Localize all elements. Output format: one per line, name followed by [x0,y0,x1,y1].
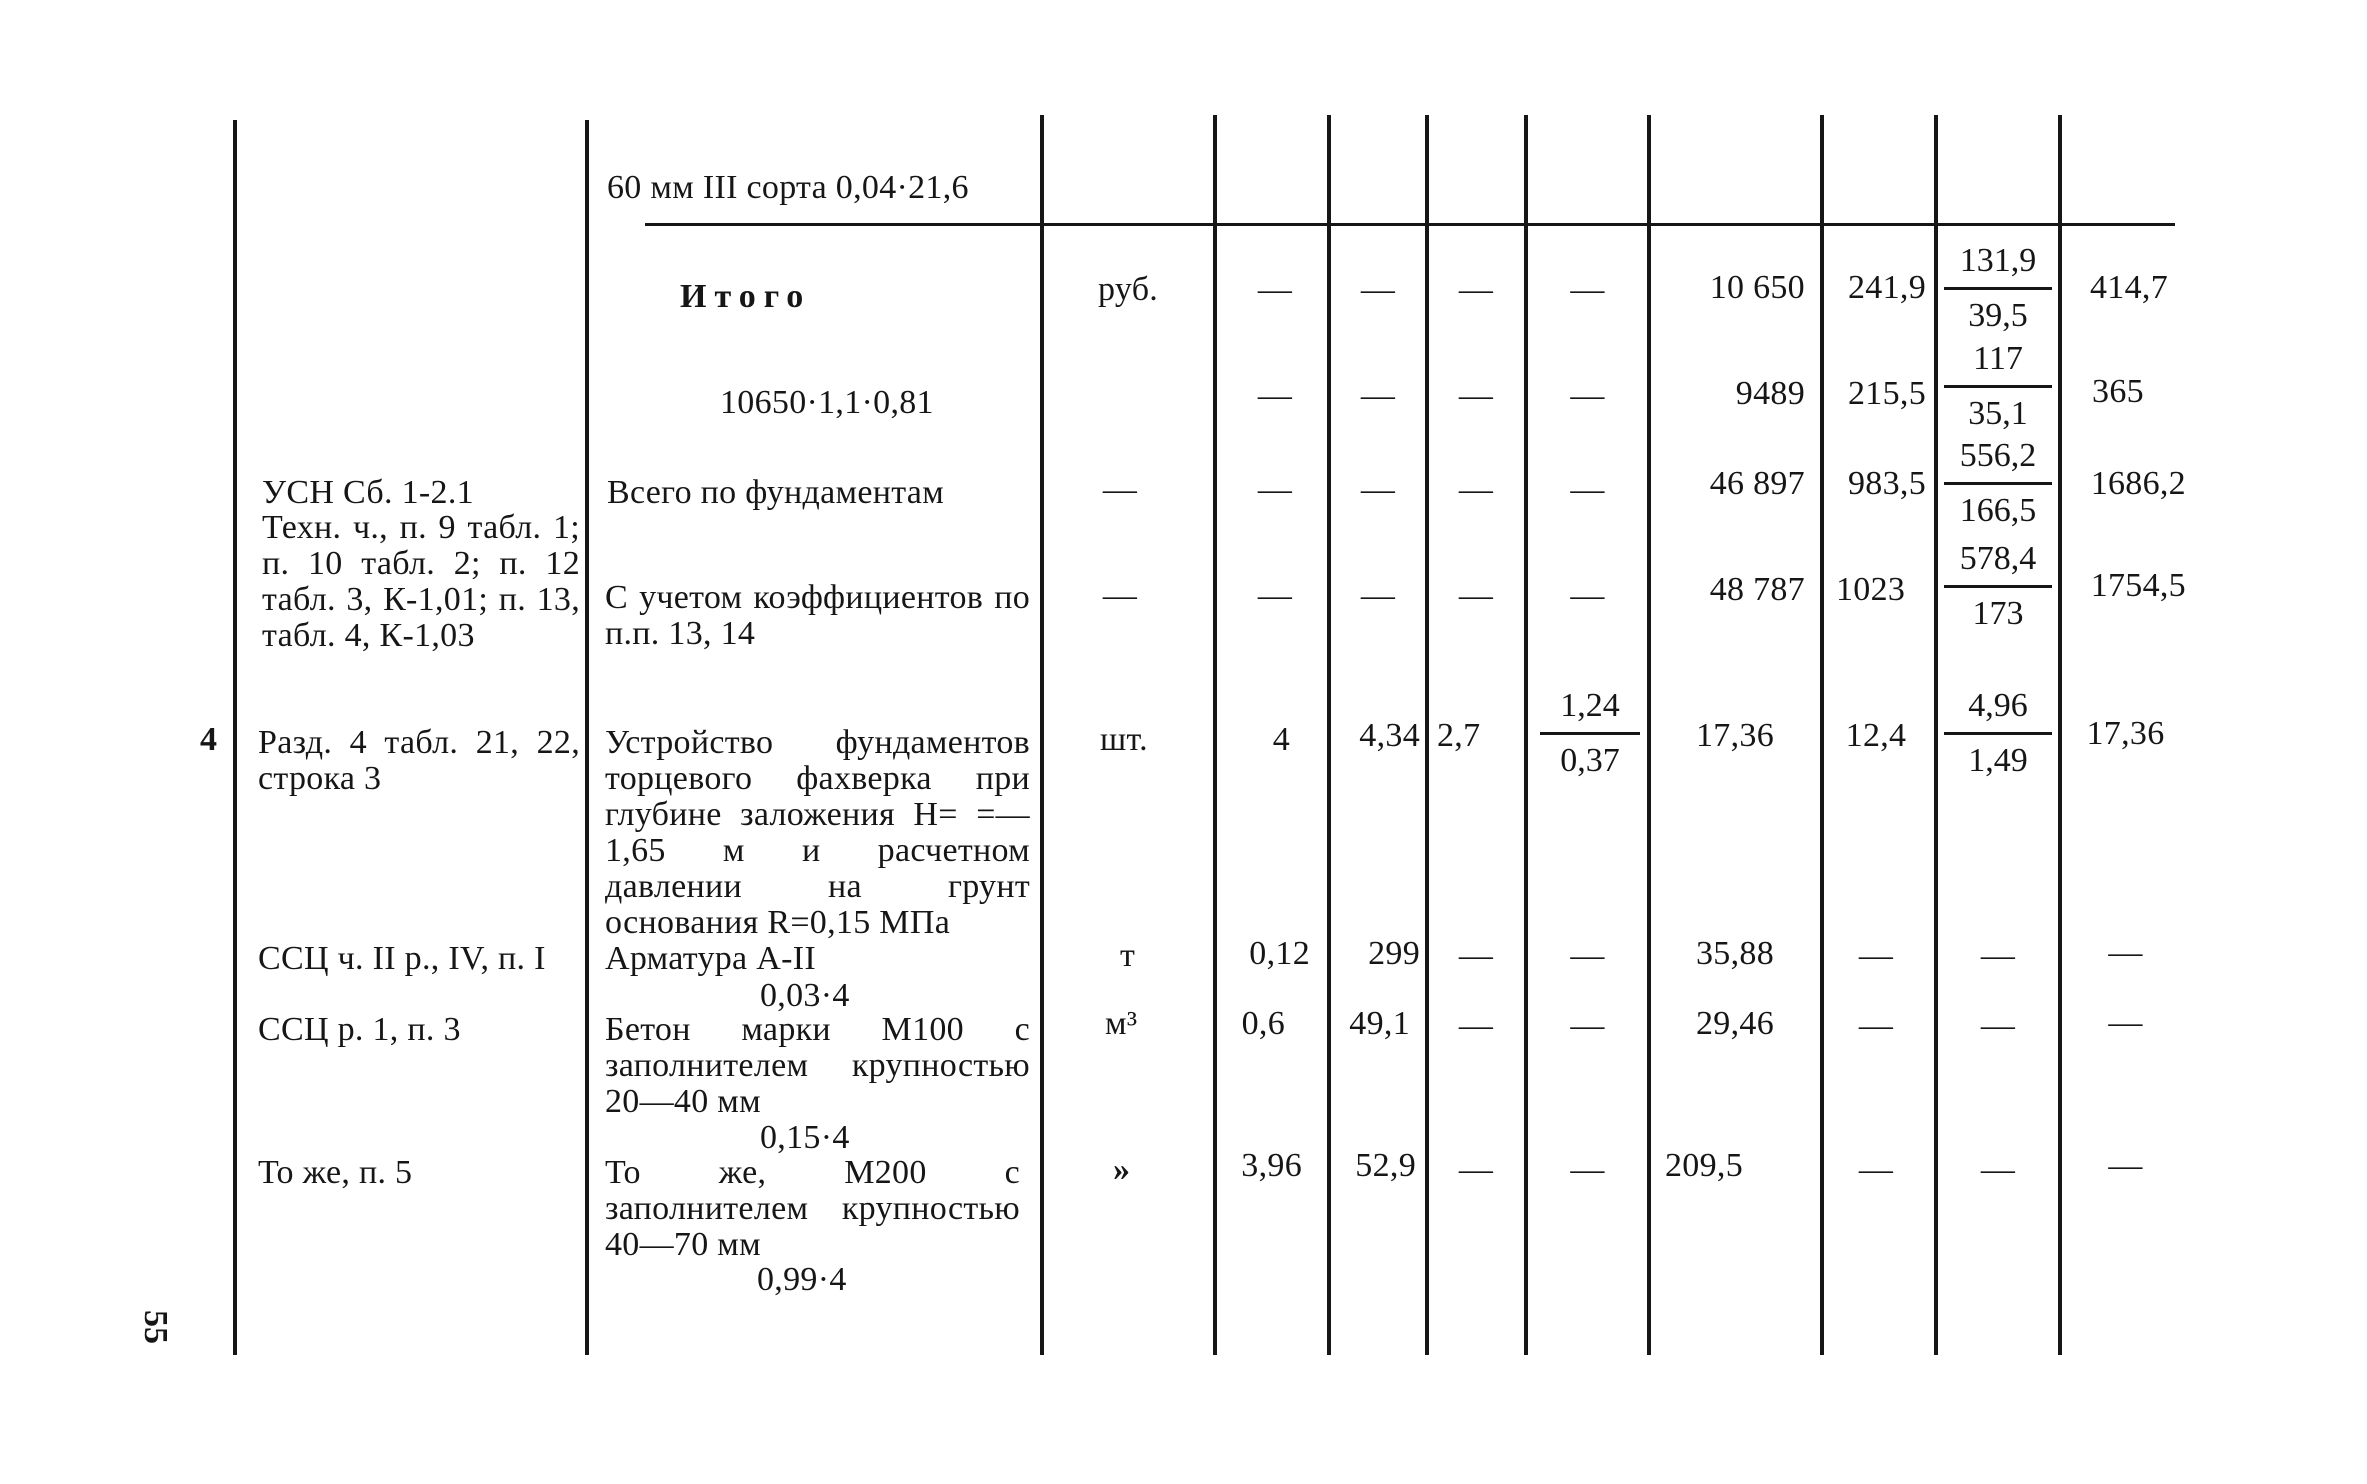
dash-cell: — [1257,577,1293,614]
machine-cost-fraction [1944,438,2052,529]
unit-cell: » [1113,1151,1131,1188]
dash-cell: — [1858,1007,1894,1044]
labor-cell: 1754,5 [2090,567,2186,604]
fraction-bar [1944,482,2052,485]
unit-cell: шт. [1100,721,1148,758]
unit-machine-fraction [1540,688,1640,779]
item-text: Устройство фундаментов торцевого фахверка при глубине заложения Н= =—1,65 м и расчетном давлении на грунт основания R=0,15 МПа [605,724,1030,941]
column-rule [1524,115,1528,1355]
column-rule [2058,115,2062,1355]
item-text: Всего по фундаментам [607,474,945,511]
dash-cell: — [1980,937,2016,974]
dash-cell: — [1458,1151,1494,1188]
dash-cell: — [1257,471,1293,508]
dash-cell: — [1360,577,1396,614]
basis-text: Техн. ч., п. 9 табл. 1; п. 10 табл. 2; п. 12 табл. 3, К-1,01; п. 13, табл. 4, К-1,03 [262,509,580,654]
fraction-numerator: 131,9 [1959,242,2037,279]
wage-cell: 215,5 [1848,375,1926,412]
fraction-denominator: 1,49 [1968,742,2028,779]
machine-cost-fraction [1944,688,2052,779]
dash-cell: — [1458,1007,1494,1044]
dash-cell: — [1458,937,1494,974]
dash-cell: — [2108,934,2143,971]
total-cost-cell: 209,5 [1665,1147,1743,1184]
fraction-numerator: 578,4 [1959,540,2037,577]
fraction-bar [1944,287,2052,290]
total-cost-cell: 35,88 [1696,935,1774,972]
fraction-numerator: 1,24 [1560,687,1620,724]
dash-cell: — [1458,577,1494,614]
qty-cell: 0,6 [1241,1005,1285,1042]
column-rule [1425,115,1429,1355]
item-text: Арматура А-II [605,940,816,977]
wage-cell: 12,4 [1845,717,1907,754]
qty-cell: 3,96 [1241,1147,1302,1184]
dash-cell: — [1360,377,1396,414]
column-rule [1040,115,1044,1355]
unit-cell: т [1120,937,1136,974]
fraction-bar [1944,585,2052,588]
total-cost-cell: 9489 [1735,375,1805,412]
wage-cell: 1023 [1836,571,1906,608]
labor-cell: 17,36 [2086,715,2165,752]
unit-wage-cell: 2,7 [1437,717,1481,754]
total-cost-cell: 48 787 [1709,571,1805,608]
dash-cell: — [1570,1007,1605,1044]
column-rule [585,120,589,1355]
qty-cell: 0,12 [1249,935,1310,972]
dash-cell: — [2108,1004,2143,1041]
item-text: То же, М200 с заполнителем крупностью 40—70 мм [605,1154,1020,1263]
basis-text: Разд. 4 табл. 21, 22, строка 3 [258,724,580,797]
machine-cost-fraction [1944,243,2052,334]
basis-text: ССЦ ч. II р., IV, п. I [258,940,546,977]
fraction-numerator: 117 [1973,340,2023,377]
dash-cell: — [1570,271,1605,308]
formula-text: 0,15·4 [760,1119,850,1156]
dash-cell: — [1257,271,1293,308]
row-rule [645,223,2175,226]
dash-cell: — [1980,1007,2016,1044]
dash-cell: — [1570,1151,1605,1188]
dash-cell: — [1360,271,1396,308]
unit-cell: м³ [1105,1005,1138,1042]
dash-cell: — [1570,937,1605,974]
price-cell: 299 [1368,935,1420,972]
dash-cell: — [1570,471,1605,508]
unit-cell: — [1102,471,1138,508]
wage-cell: 983,5 [1848,465,1926,502]
dash-cell: — [1458,271,1494,308]
dash-cell: — [1458,377,1494,414]
column-rule [1213,115,1217,1355]
fraction-denominator: 166,5 [1959,492,2037,529]
dash-cell: — [1257,377,1293,414]
fraction-bar [1944,385,2052,388]
qty-cell: 4 [1272,721,1290,758]
total-cost-cell: 10 650 [1709,269,1805,306]
item-number: 4 [200,721,218,758]
dash-cell: — [1980,1151,2016,1188]
formula-text: 0,03·4 [760,977,850,1014]
fraction-denominator: 39,5 [1968,297,2028,334]
column-rule [233,120,237,1355]
dash-cell: — [1458,471,1494,508]
price-cell: 52,9 [1355,1147,1416,1184]
labor-cell: 1686,2 [2090,465,2186,502]
item-text: 60 мм III сорта 0,04·21,6 [607,169,969,206]
dash-cell: — [1570,577,1605,614]
dash-cell: — [1858,937,1894,974]
column-rule [1820,115,1824,1355]
item-text: Бетон марки М100 с заполнителем крупностью 20—40 мм [605,1011,1030,1120]
dash-cell: — [1360,471,1396,508]
page-number: 55 [137,1310,174,1344]
fraction-bar [1540,732,1640,735]
column-rule [1934,115,1938,1355]
formula-text: 0,99·4 [757,1261,847,1298]
item-text: С учетом коэффициентов по п.п. 13, 14 [605,579,1030,652]
labor-cell: 365 [2092,373,2144,410]
total-cost-cell: 46 897 [1709,465,1805,502]
total-cost-cell: 29,46 [1696,1005,1774,1042]
labor-cell: 414,7 [2090,269,2168,306]
dash-cell: — [1570,377,1605,414]
unit-cell: — [1102,577,1138,614]
dash-cell: — [2108,1147,2143,1184]
total-cost-cell: 17,36 [1696,717,1774,754]
fraction-numerator: 556,2 [1959,437,2037,474]
fraction-numerator: 4,96 [1968,687,2028,724]
fraction-denominator: 35,1 [1968,395,2028,432]
price-cell: 49,1 [1349,1005,1410,1042]
price-cell: 4,34 [1359,717,1420,754]
basis-text: То же, п. 5 [258,1154,413,1191]
basis-text: УСН Сб. 1-2.1 [262,474,474,511]
dash-cell: — [1858,1151,1894,1188]
fraction-denominator: 173 [1972,595,2024,632]
wage-cell: 241,9 [1848,269,1926,306]
unit-cell: руб. [1098,271,1159,308]
basis-text: ССЦ р. 1, п. 3 [258,1011,461,1048]
column-rule [1647,115,1651,1355]
machine-cost-fraction [1944,541,2052,632]
fraction-bar [1944,732,2052,735]
machine-cost-fraction [1944,341,2052,432]
fraction-denominator: 0,37 [1560,742,1620,779]
formula-text: 10650·1,1·0,81 [720,384,934,421]
total-label: Итого [680,278,812,315]
